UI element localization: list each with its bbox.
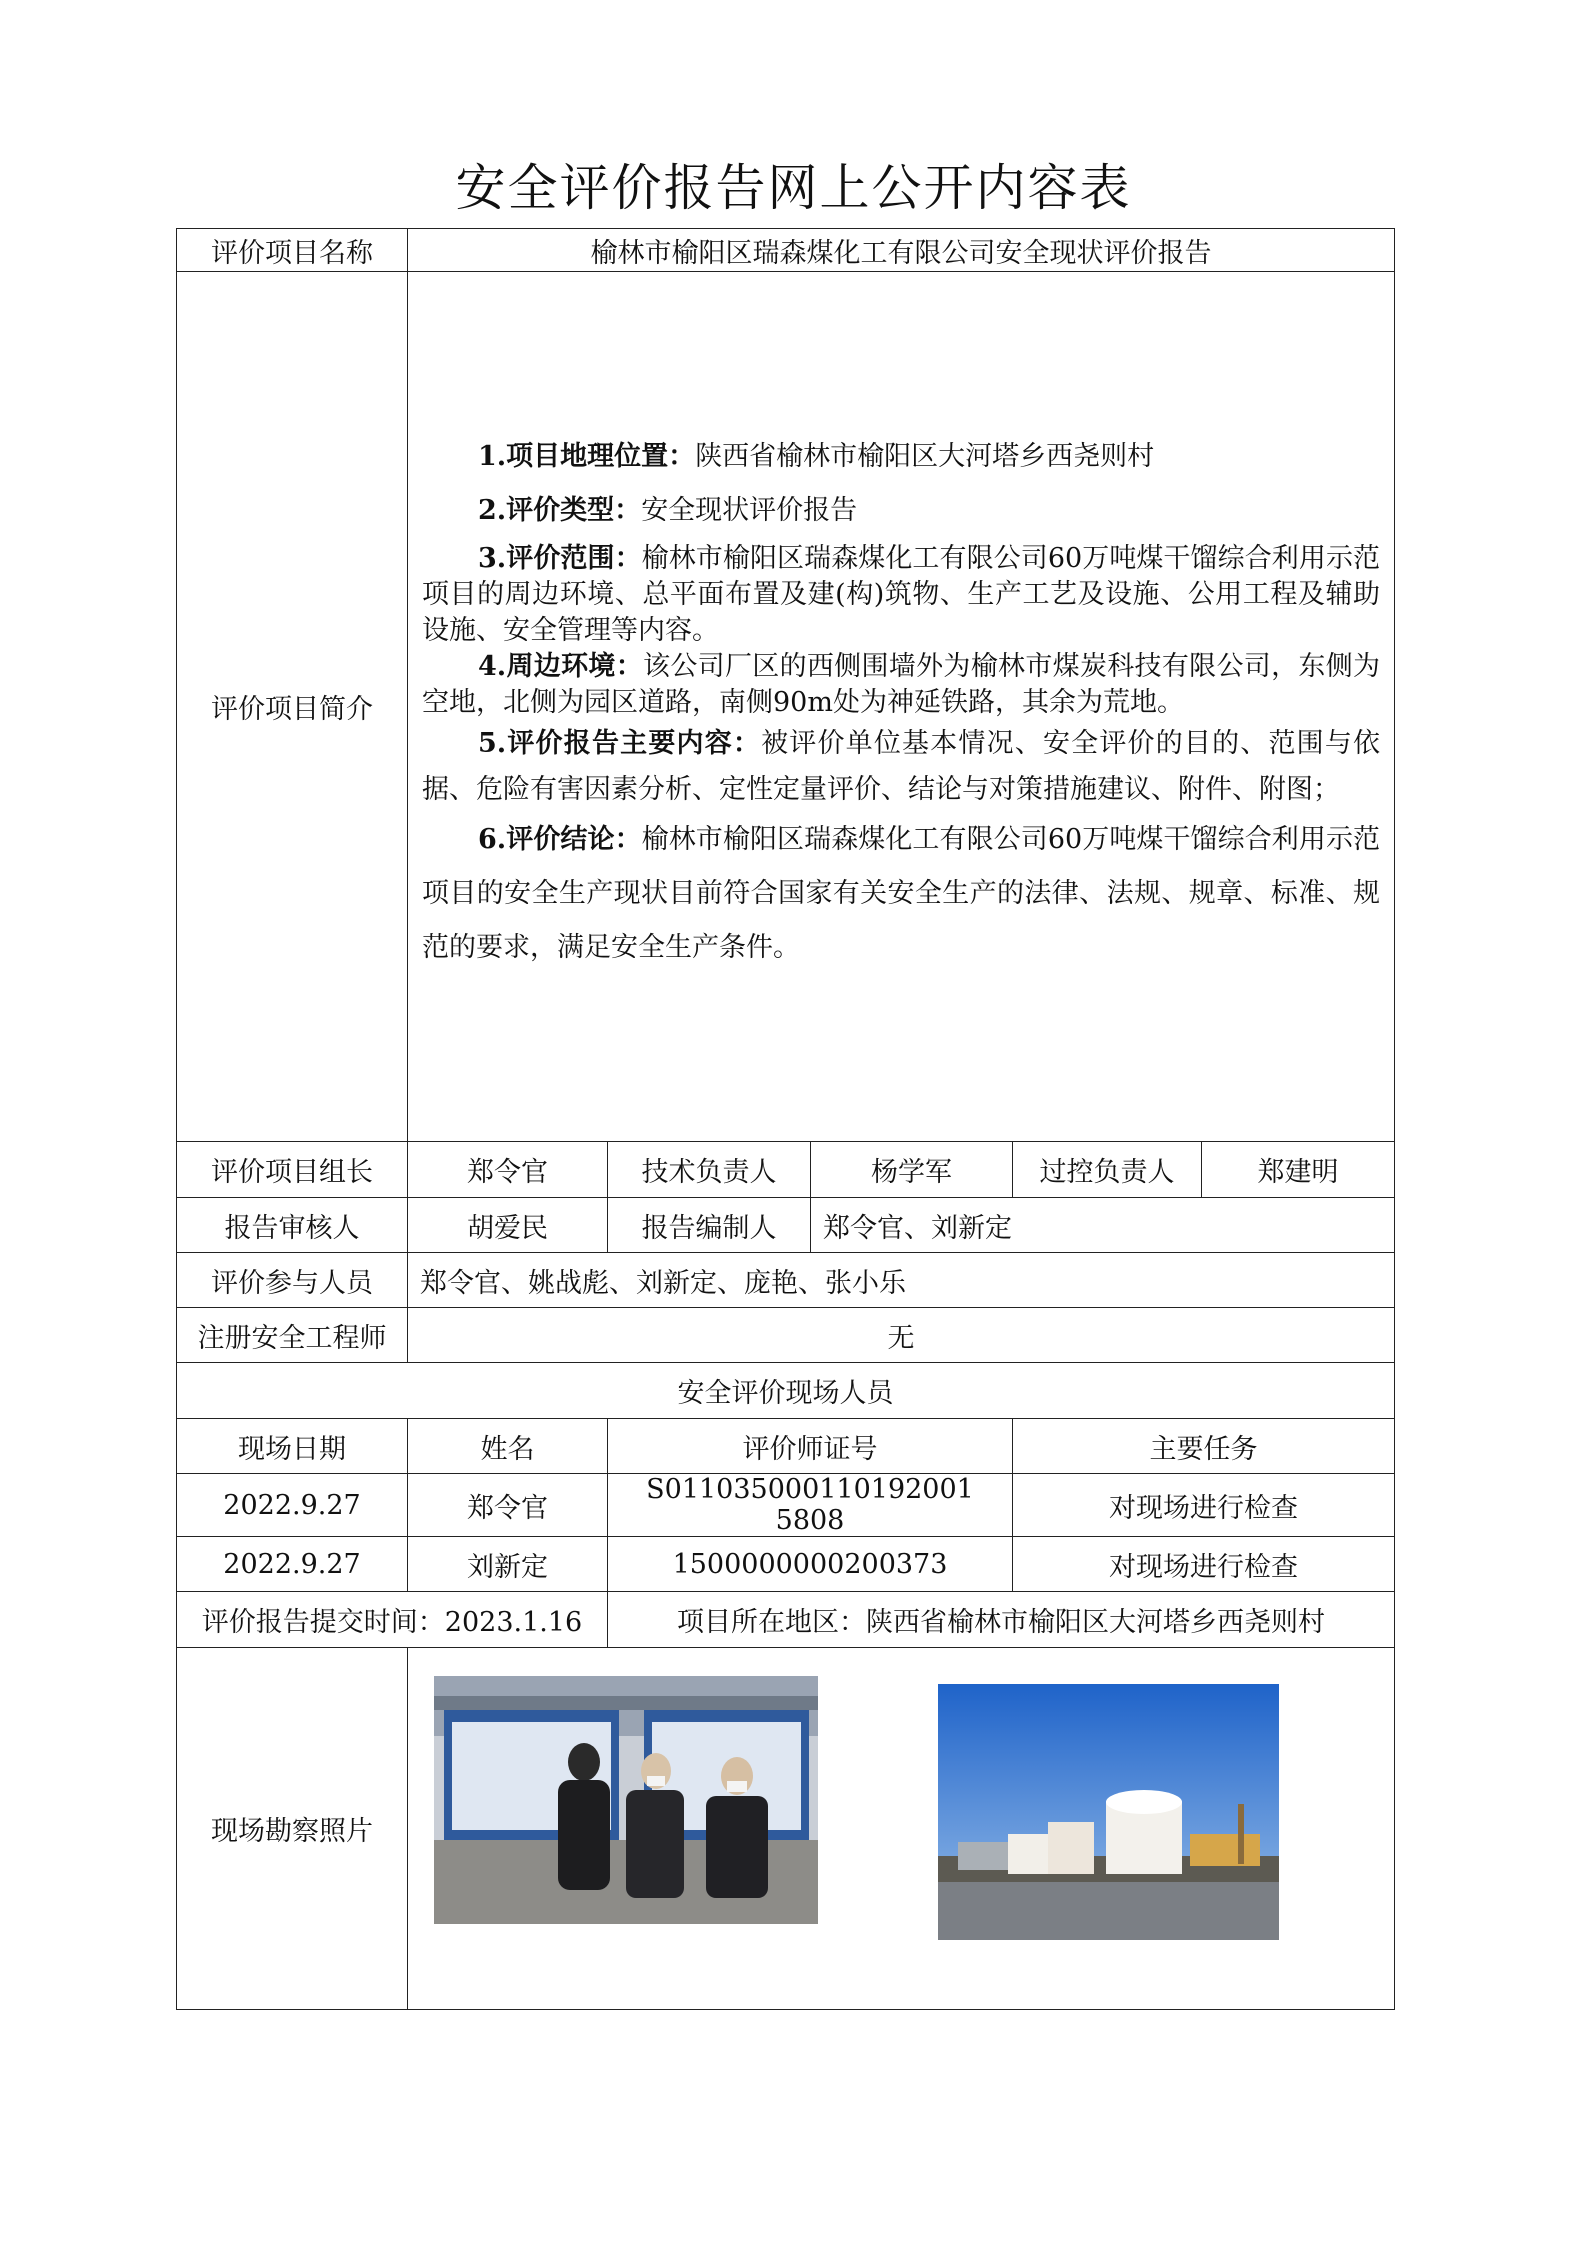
tech-label: 技术负责人 [608, 1142, 811, 1198]
page-title: 安全评价报告网上公开内容表 [455, 159, 1132, 217]
onsite-task: 对现场进行检查 [1013, 1474, 1395, 1537]
header-task: 主要任务 [1013, 1419, 1395, 1474]
intro-label: 评价项目简介 [177, 272, 408, 1142]
header-date: 现场日期 [177, 1419, 408, 1474]
onsite-cert: S011035000110192001​5808 [608, 1474, 1013, 1537]
intro-item-1: 1.项目地理位置：陕西省榆林市榆阳区大河塔乡西尧则村 [478, 440, 1155, 472]
engineer-value: 无 [408, 1308, 1395, 1363]
participants-label: 评价参与人员 [177, 1253, 408, 1308]
project-name-value: 榆林市榆阳区瑞森煤化工有限公司安全现状评价报告 [408, 229, 1395, 272]
photos-row [177, 1648, 1395, 2010]
onsite-date: 2022.9.27 [177, 1474, 408, 1537]
header-name: 姓名 [408, 1419, 608, 1474]
intro-item-6: 6.评价结论：榆林市榆阳区瑞森煤化工有限公司60万吨煤干馏综合利用示范项目的安全生产现状目前符合国家有关安全生产的法律、法规、规章、标准、规范的要求，满足安全生产条件。 [422, 823, 1381, 963]
onsite-date: 2022.9.27 [177, 1537, 408, 1592]
intro-content [408, 272, 1395, 1142]
onsite-cert: 1500000000200373 [608, 1537, 1013, 1592]
intro-row [177, 272, 1395, 1142]
leader-label: 评价项目组长 [177, 1142, 408, 1198]
control-label: 过控负责人 [1013, 1142, 1202, 1198]
reviewer-label: 报告审核人 [177, 1198, 408, 1253]
project-name-row [177, 229, 1395, 272]
onsite-name: 郑令官 [408, 1474, 608, 1537]
participants-value: 郑令官、姚战彪、刘新定、庞艳、张小乐 [408, 1253, 1395, 1308]
intro-item-2: 2.评价类型：安全现状评价报告 [478, 494, 858, 526]
project-location: 项目所在地区：陕西省榆林市榆阳区大河塔乡西尧则村 [608, 1592, 1395, 1648]
intro-item-5: 5.评价报告主要内容：被评价单位基本情况、安全评价的目的、范围与依据、危险有害因素分析、定性定量评价、结论与对策措施建议、附件、附图； [422, 727, 1381, 805]
onsite-section-title: 安全评价现场人员 [177, 1363, 1395, 1419]
compiler-value: 郑令官、刘新定 [811, 1198, 1395, 1253]
tech-value: 杨学军 [811, 1142, 1013, 1198]
compiler-label: 报告编制人 [608, 1198, 811, 1253]
review-row [177, 1198, 1395, 1253]
reviewer-value: 胡爱民 [408, 1198, 608, 1253]
disclosure-table [176, 228, 1395, 2010]
onsite-row-2 [177, 1537, 1395, 1592]
photos-cell [408, 1648, 1395, 2010]
submit-time: 评价报告提交时间：2023.1.16 [177, 1592, 608, 1648]
participants-row [177, 1253, 1395, 1308]
engineer-row [177, 1308, 1395, 1363]
site-photo-plant [938, 1684, 1279, 1940]
photos-label: 现场勘察照片 [177, 1648, 408, 2010]
header-cert: 评价师证号 [608, 1419, 1013, 1474]
onsite-header-row [177, 1419, 1395, 1474]
project-name-label: 评价项目名称 [177, 229, 408, 272]
control-value: 郑建明 [1202, 1142, 1395, 1198]
intro-item-4: 4.周边环境：该公司厂区的西侧围墙外为榆林市煤炭科技有限公司，东侧为空地，北侧为园区道路，南侧90m处为神延铁路，其余为荒地。 [422, 650, 1381, 718]
team-row [177, 1142, 1395, 1198]
onsite-name: 刘新定 [408, 1537, 608, 1592]
onsite-row-1 [177, 1474, 1395, 1537]
intro-item-3: 3.评价范围：榆林市榆阳区瑞森煤化工有限公司60万吨煤干馏综合利用示范项目的周边环境、总平面布置及建(构)筑物、生产工艺及设施、公用工程及辅助设施、安全管理等内容。 [422, 542, 1381, 646]
engineer-label: 注册安全工程师 [177, 1308, 408, 1363]
onsite-task: 对现场进行检查 [1013, 1537, 1395, 1592]
leader-value: 郑令官 [408, 1142, 608, 1198]
site-photo-people [434, 1676, 818, 1924]
submit-row [177, 1592, 1395, 1648]
onsite-section-row [177, 1363, 1395, 1419]
